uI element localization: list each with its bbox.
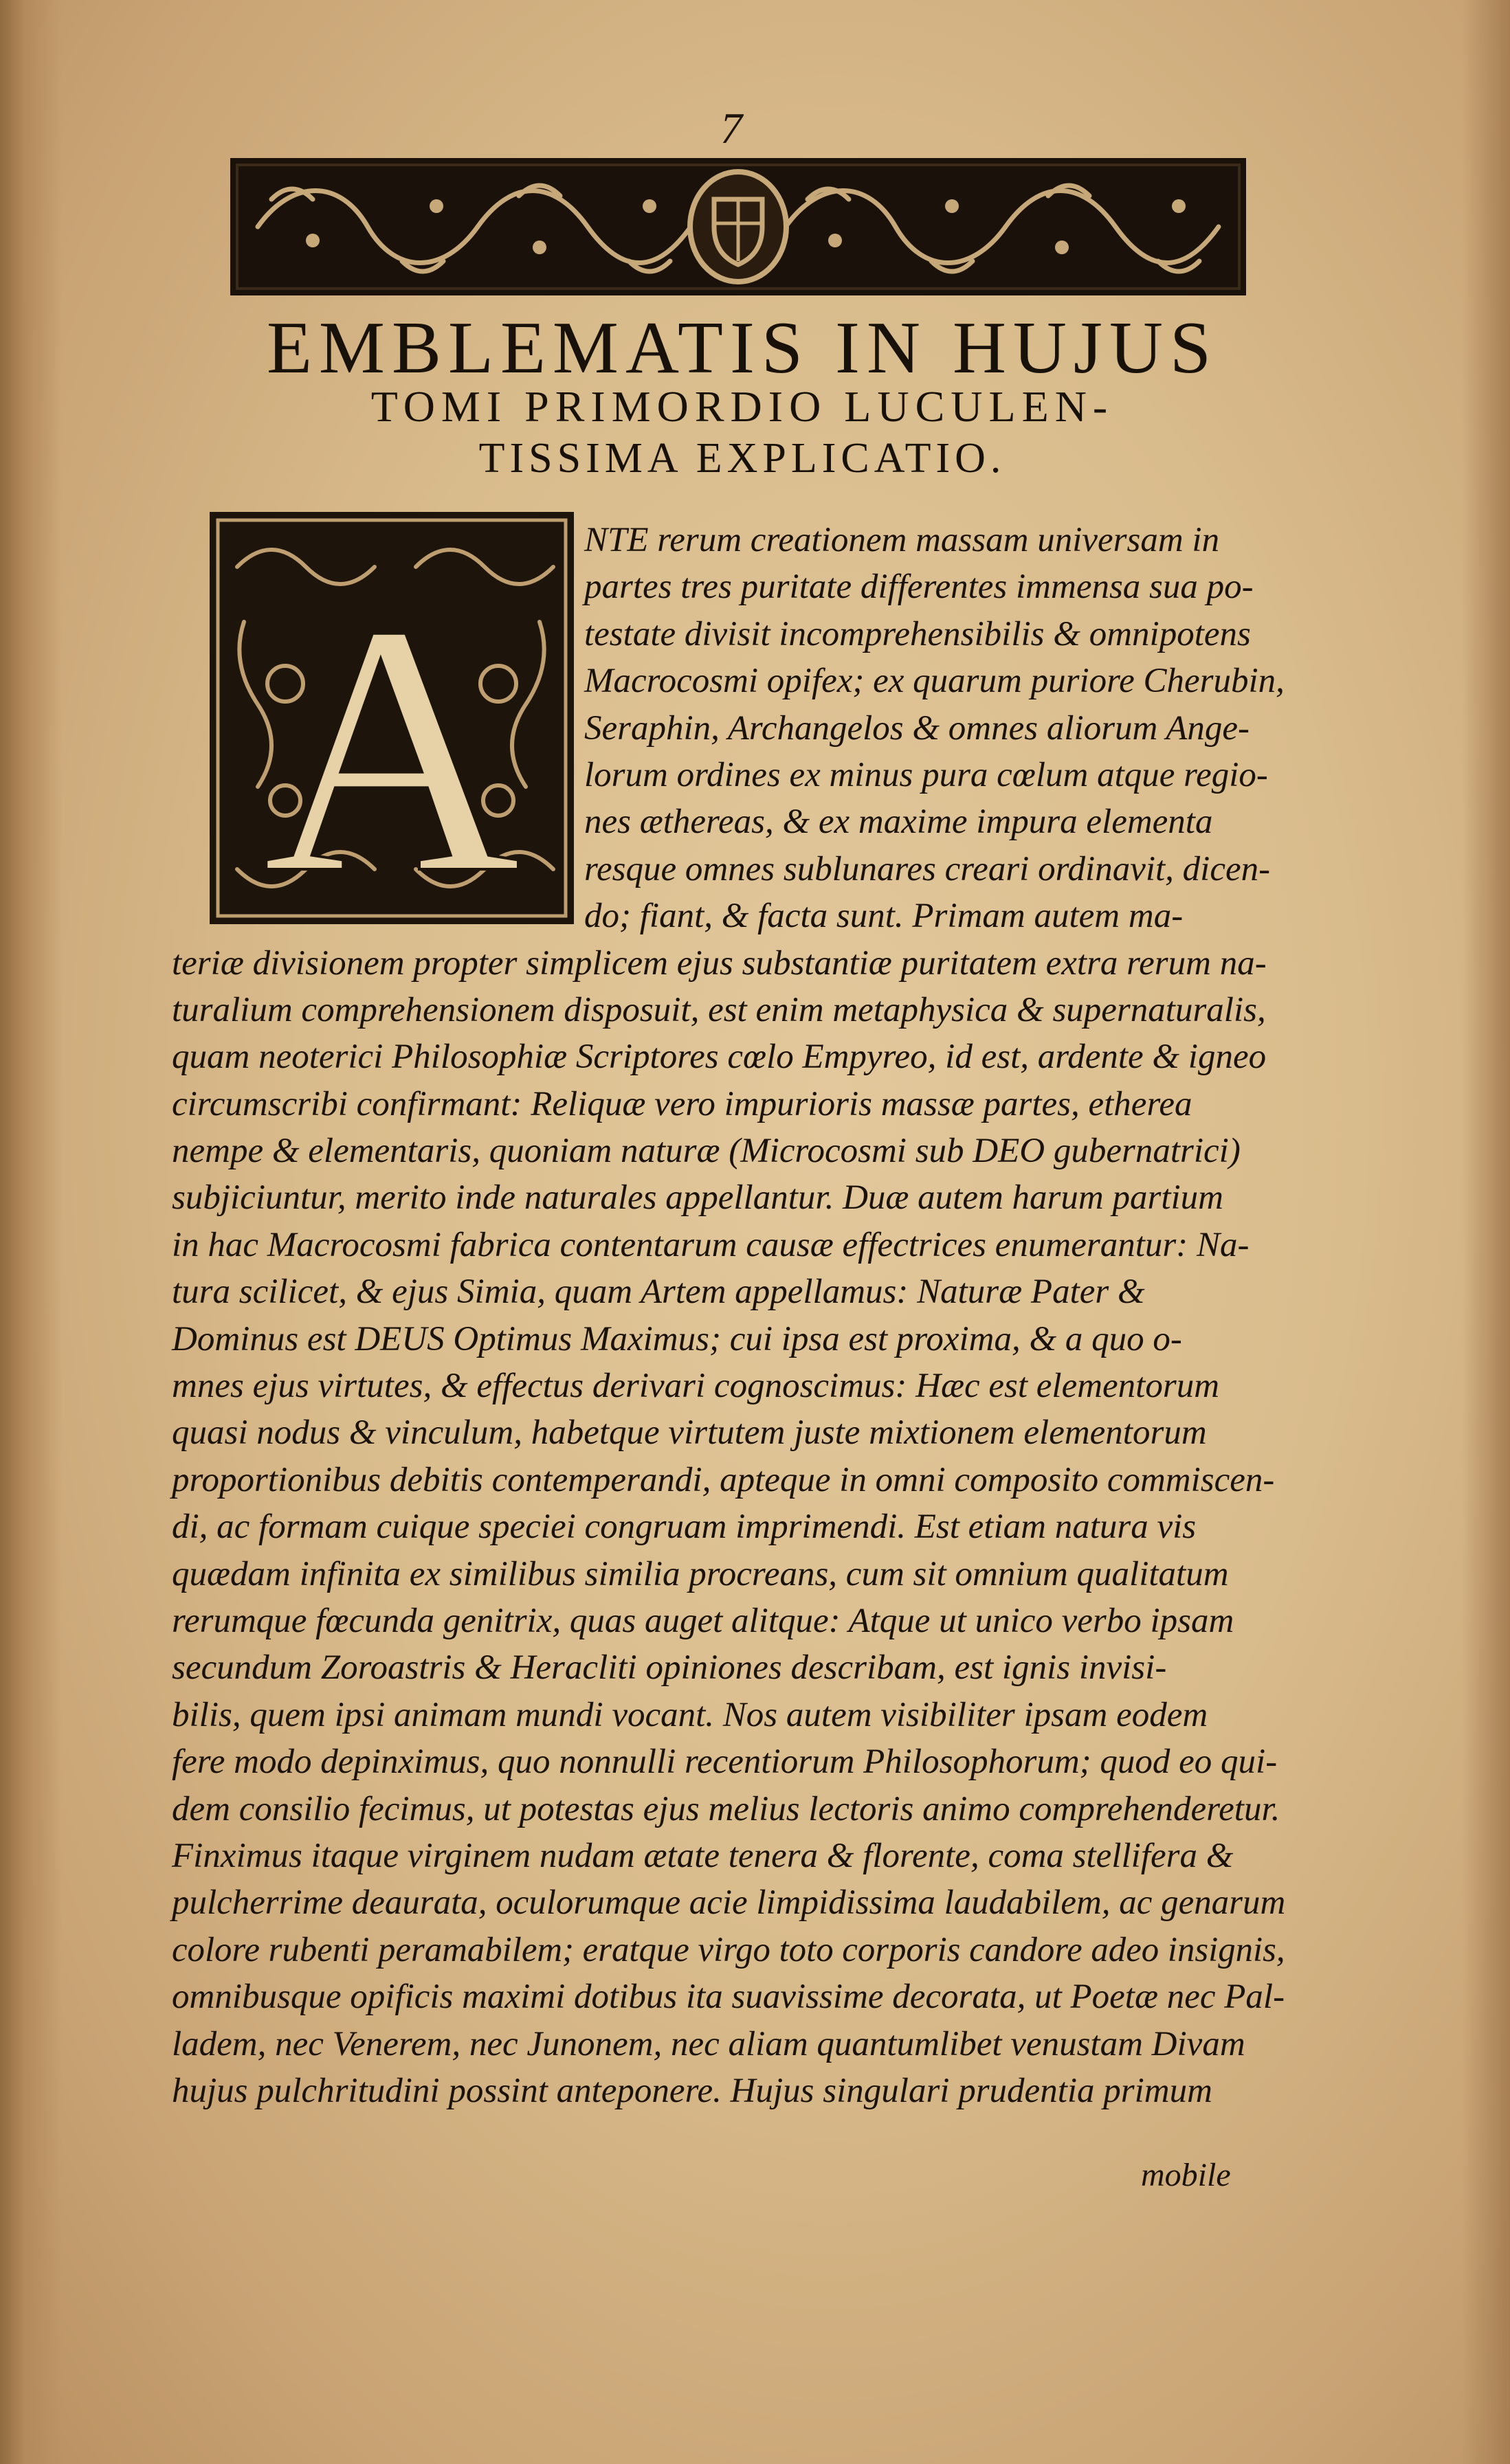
text-line: resque omnes sublunares creari ordinavit, dicen- <box>584 849 1271 888</box>
text-line: Seraphin, Archangelos & omnes aliorum Ange- <box>584 708 1250 748</box>
text-line: do; fiant, & facta sunt. Primam autem ma- <box>584 897 1184 936</box>
text-line: teriæ divisionem propter simplicem ejus substantiæ puritatem extra rerum na- <box>172 943 1267 983</box>
text-line: bilis, quem ipsi animam mundi vocant. Nos autem visibiliter ipsam eodem <box>172 1695 1208 1734</box>
catchword: mobile <box>1141 2157 1231 2193</box>
text-line: nempe & elementaris, quoniam naturæ (Microcosmi sub DEO gubernatrici) <box>172 1132 1241 1171</box>
text-line: proportionibus debitis contemperandi, apteque in omni composito commiscen- <box>172 1460 1275 1499</box>
title-line-3: TISSIMA EXPLICATIO. <box>478 435 1006 482</box>
text-line: di, ac formam cuique speciei congruam imprimendi. Est etiam natura vis <box>172 1508 1197 1547</box>
text-line: dem consilio fecimus, ut potestas ejus melius lectoris animo comprehenderetur. <box>172 1789 1280 1828</box>
text-line: mnes ejus virtutes, & effectus derivari cognoscimus: Hæc est elementorum <box>172 1367 1220 1406</box>
text-line: Dominus est DEUS Optimus Maximus; cui ipsa est proxima, & a quo o- <box>172 1319 1182 1358</box>
title-line-1: EMBLEMATIS IN HUJUS <box>266 307 1219 389</box>
text-line: ladem, nec Venerem, nec Junonem, nec aliam quantumlibet venustam Divam <box>172 2024 1245 2063</box>
text-line: partes tres puritate differentes immensa sua po- <box>584 568 1254 607</box>
text-line: circumscribi confirmant: Reliquæ vero impurioris massæ partes, etherea <box>172 1084 1192 1123</box>
text-line: hujus pulchritudini possint anteponere. Hujus singulari prudentia primum <box>172 2071 1212 2110</box>
text-line: rerumque fœcunda genitrix, quas auget alitque: Atque ut unico verbo ipsam <box>172 1601 1234 1640</box>
text-line: pulcherrime deaurata, oculorumque acie limpidissima laudabilem, ac genarum <box>172 1883 1286 1923</box>
page-number: 7 <box>720 104 742 153</box>
text-line: NTE rerum creationem massam universam in <box>584 521 1220 559</box>
text-line: Finximus itaque virginem nudam ætate tenera & florente, coma stellifera & <box>172 1836 1234 1875</box>
text-line: testate divisit incomprehensibilis & omnipotens <box>584 614 1251 653</box>
text-line: subjiciuntur, merito inde naturales appellantur. Duæ autem harum partium <box>172 1178 1223 1218</box>
text-line: nes æthereas, & ex maxime impura elementa <box>584 803 1213 842</box>
page-edge-shadow-left <box>0 0 62 2464</box>
text-line: in hac Macrocosmi fabrica contentarum causæ effectrices enumerantur: Na- <box>172 1225 1250 1264</box>
text-line: Macrocosmi opifex; ex quarum puriore Cherubin, <box>584 662 1285 701</box>
text-line: fere modo depinximus, quo nonnulli recentiorum Philosophorum; quod eo qui- <box>172 1743 1278 1782</box>
text-line: quædam infinita ex similibus similia procreans, cum sit omnium qualitatum <box>172 1554 1229 1593</box>
text-line: lorum ordines ex minus pura cœlum atque regio- <box>584 755 1268 794</box>
text-line: omnibusque opificis maximi dotibus ita suavissime decorata, ut Poetæ nec Pal- <box>172 1978 1285 2017</box>
text-line: quam neoterici Philosophiæ Scriptores cœlo Empyreo, id est, ardente & igneo <box>172 1038 1267 1077</box>
page-edge-shadow-right <box>1462 0 1510 2464</box>
text-line: turalium comprehensionem disposuit, est enim metaphysica & supernaturalis, <box>172 990 1266 1029</box>
title-line-2: TOMI PRIMORDIO LUCULEN- <box>370 382 1114 431</box>
body-text <box>172 517 1285 2114</box>
text-line: quasi nodus & vinculum, habetque virtutem juste mixtionem elementorum <box>172 1413 1207 1453</box>
text-line: tura scilicet, & ejus Simia, quam Artem appellamus: Naturæ Pater & <box>172 1273 1145 1312</box>
ornamental-headpiece <box>230 158 1246 295</box>
text-line: secundum Zoroastris & Heracliti opiniones describam, est ignis invisi- <box>172 1648 1167 1688</box>
text-line: colore rubenti peramabilem; eratque virgo toto corporis candore adeo insignis, <box>172 1930 1285 1969</box>
initial-letter: A <box>263 552 521 924</box>
